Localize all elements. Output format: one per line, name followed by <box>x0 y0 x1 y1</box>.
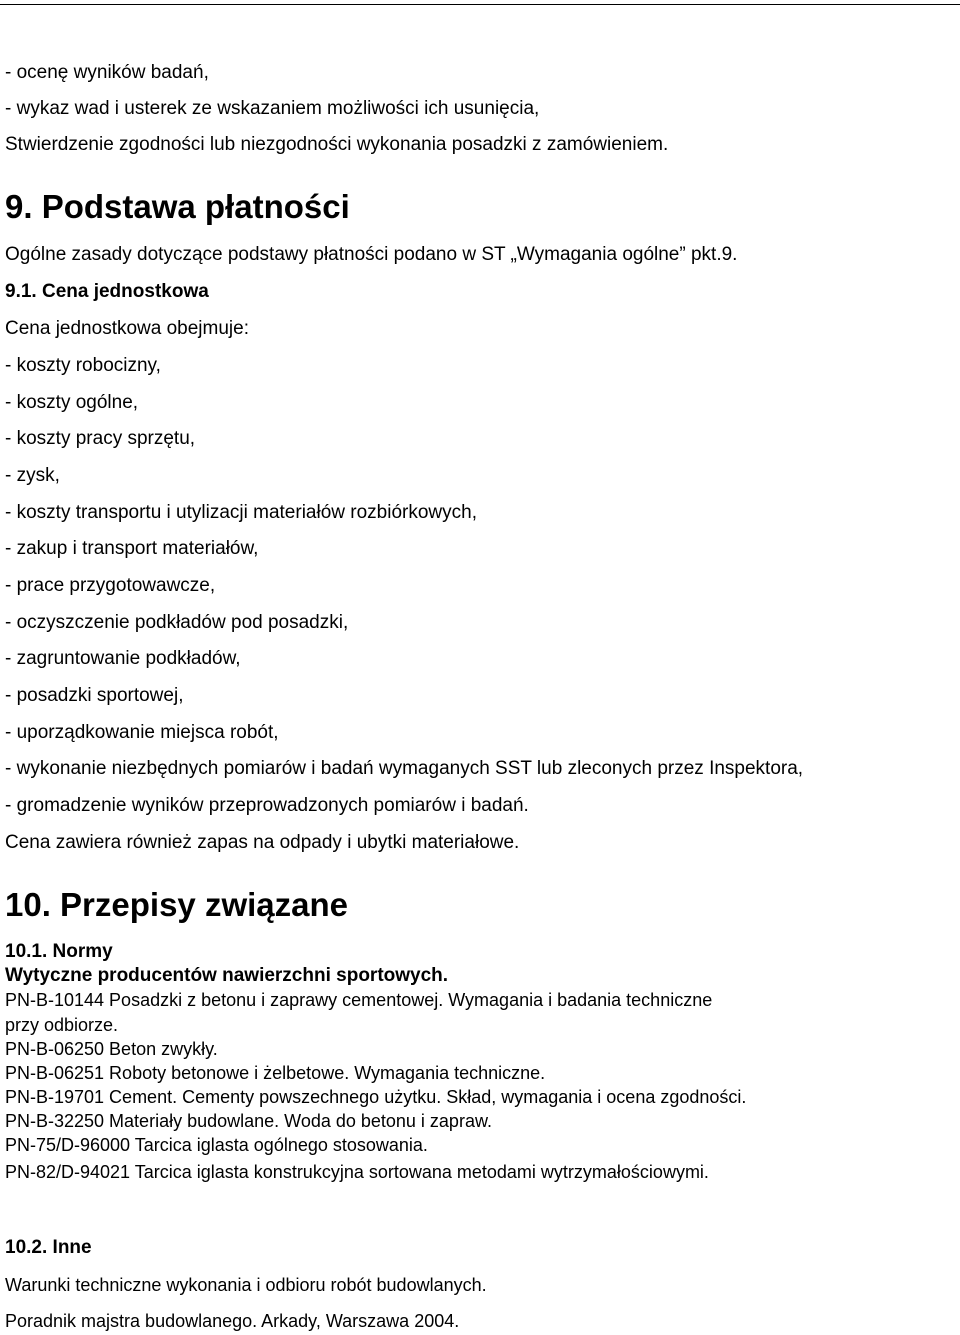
section-9-closing: Cena zawiera również zapas na odpady i ubytki materiałowe. <box>5 832 520 853</box>
norm-item: PN-B-10144 Posadzki z betonu i zaprawy cementowej. Wymagania i badania techniczne <box>5 990 713 1010</box>
section-10-1-heading: 10.1. Normy <box>5 941 113 962</box>
list-item: - koszty ogólne, <box>5 392 139 413</box>
list-item: - zagruntowanie podkładów, <box>5 648 241 669</box>
norm-item: przy odbiorze. <box>5 1015 119 1035</box>
other-item: Warunki techniczne wykonania i odbioru robót budowlanych. <box>5 1275 487 1295</box>
top-rule <box>0 4 960 5</box>
list-item: - zakup i transport materiałów, <box>5 538 259 559</box>
norm-item: PN-75/D-96000 Tarcica iglasta ogólnego stosowania. <box>5 1135 428 1155</box>
section-9-heading: 9. Podstawa płatności <box>5 188 350 225</box>
norm-item: PN-B-06250 Beton zwykły. <box>5 1039 218 1059</box>
section-9-1-lead: Cena jednostkowa obejmuje: <box>5 318 249 339</box>
intro-item: - wykaz wad i usterek ze wskazaniem możliwości ich usunięcia, <box>5 98 540 119</box>
list-item: - posadzki sportowej, <box>5 685 184 706</box>
intro-item: - ocenę wyników badań, <box>5 62 209 83</box>
list-item: - gromadzenie wyników przeprowadzonych pomiarów i badań. <box>5 795 529 816</box>
list-item: - uporządkowanie miejsca robót, <box>5 722 279 743</box>
other-item: Poradnik majstra budowlanego. Arkady, Warszawa 2004. <box>5 1311 460 1331</box>
list-item: - koszty robocizny, <box>5 355 161 376</box>
norm-item: PN-B-32250 Materiały budowlane. Woda do betonu i zapraw. <box>5 1111 492 1131</box>
list-item: - zysk, <box>5 465 60 486</box>
list-item: - prace przygotowawcze, <box>5 575 216 596</box>
norm-item: PN-B-06251 Roboty betonowe i żelbetowe. Wymagania techniczne. <box>5 1063 546 1083</box>
section-9-1-heading: 9.1. Cena jednostkowa <box>5 281 209 302</box>
norm-item: PN-B-19701 Cement. Cementy powszechnego użytku. Skład, wymagania i ocena zgodności. <box>5 1087 747 1107</box>
section-10-heading: 10. Przepisy związane <box>5 886 349 923</box>
section-10-2-heading: 10.2. Inne <box>5 1237 92 1258</box>
list-item: - koszty transportu i utylizacji materiałów rozbiórkowych, <box>5 502 477 523</box>
norm-item: PN-82/D-94021 Tarcica iglasta konstrukcyjna sortowana metodami wytrzymałościowymi. <box>5 1162 709 1182</box>
list-item: - oczyszczenie podkładów pod posadzki, <box>5 612 349 633</box>
section-10-1-bold-line: Wytyczne producentów nawierzchni sportowych. <box>5 965 449 986</box>
intro-item: Stwierdzenie zgodności lub niezgodności wykonania posadzki z zamówieniem. <box>5 134 669 155</box>
list-item: - wykonanie niezbędnych pomiarów i badań wymaganych SST lub zleconych przez Inspektora, <box>5 758 804 779</box>
section-9-intro: Ogólne zasady dotyczące podstawy płatności podano w ST „Wymagania ogólne” pkt.9. <box>5 244 738 265</box>
list-item: - koszty pracy sprzętu, <box>5 428 196 449</box>
